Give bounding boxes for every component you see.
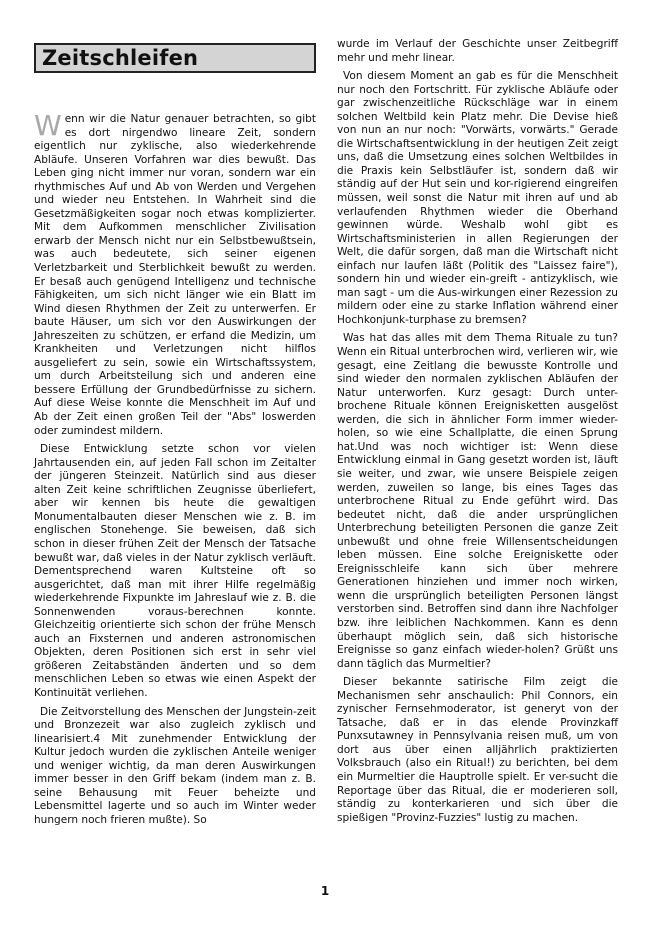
drop-cap: W [34, 109, 62, 142]
paragraph: Die Zeitvorstellung des Menschen der Jungstein-zeit und Bronzezeit war also zugleich zyklisch und linearisiert.4 Mit zunehmender Entwicklung der Kultur jedoch wurden die zyklischen Anteile weniger und weniger wichtig, da man deren Auswirkungen immer besser in den Griff bekam (indem man z. B. seine Behausung mit Feuer beheizte und Lebensmittel lagerte und so auch im Winter weder hungern noch frieren mußte). So [34, 705, 316, 826]
paragraph-text: enn wir die Natur genauer betrachten, so gibt es dort nirgendwo lineare Zeit, sondern eigentlich nur zyklische, also wiederkehrende Abläufe. Unseren Vorfahren war dies bewußt. Das Leben ging nicht immer nur voran, sondern war ein rhythmisches Auf und Ab von Werden und Vergehen und wieder neu Entstehen. In Wahrheit sind die Gesetzmäßigkeiten sogar noch etwas komplizierter. Mit dem Aufkommen menschlicher Zivilisation erwarb der Mensch nicht nur ein Selbstbewußtsein, was auch bedeutete, sich seiner eigenen Verletzbarkeit und Sterblichkeit bewußt zu werden. Er besaß auch genügend Intelligenz und technische Fähigkeiten, um sich nicht länger wie ein Blatt im Wind diesen Rhythmen der Zeit zu unterwerfen. Er baute Häuser, um sich vor den Auswirkungen der Jahreszeiten zu schützen, er erfand die Medizin, um Krankheiten und Verletzungen nicht hilflos ausgeliefert zu sein, sowie ein Wirtschaftssystem, um durch Arbeitsteilung sich und anderen eine bessere Erfüllung der Grundbedürfnisse zu sichern. Auf diese Weise konnte die Menschheit im Auf und Ab der Zeit einen großen Teil der "Abs" loswerden oder zumindest mildern. [34, 113, 316, 437]
paragraph: Dieser bekannte satirische Film zeigt die Mechanismen sehr anschaulich: Phil Connors, ein zynischer Fernsehmoderator, ist generyt von der Tatsache, daß er in das elende Provinzkaff Punxsutawney in Pennsylvania reisen muß, um von dort aus über einen alljährlich praktizierten Volksbrauch (also ein Ritual!) zu berichten, bei dem ein Murmeltier die Hauptrolle spielt. Er ver-sucht die Reportage über das Ritual, die er moderieren soll, ständig zu konterkarieren und sich über die spießigen "Provinz-Fuzzies" lustig zu machen. [337, 676, 618, 824]
paragraph: Was hat das alles mit dem Thema Rituale zu tun? Wenn ein Ritual unterbrochen wird, verlieren wir, wie gesagt, eine Zeitlang die bewusste Kontrolle und sind wieder den normalen zyklischen Abläufen der Natur unterworfen. Kurz gesagt: Durch unter-brochene Rituale können Ereignisketten ausgelöst werden, die sich in ähnlicher Form immer wieder-holen, so wie eine Schallplatte, die einen Sprung hat.Und was noch wichtiger ist: Wenn diese Entwicklung einmal in Gang gesetzt worden ist, läuft sie weiter, und zwar, wie unsere Beispiele zeigen werden, zuweilen so lange, bis eines Tages das unterbrochene Ritual zu Ende geführt wird. Das bedeutet nicht, daß die ander ursprünglichen Unterbrechung beteiligten Personen die ganze Zeit unbewußt und ohne freie Willensentscheidungen leben müssen. Eine solche Ereigniskette oder Ereignisschleife kann sich über mehrere Generationen hinziehen und immer noch wirken, wenn die ursprünglich beteiligten Personen längst verstorben sind. Betroffen sind dann ihre Nachfolger bzw. ihre leiblichen Nachkommen. Kann es denn überhaupt möglich sein, daß sich historische Ereignisse so ganz einfach wieder-holen? Grüßt uns dann täglich das Murmeltier? [337, 332, 618, 670]
left-column [34, 109, 316, 832]
page-number: 1 [320, 884, 330, 898]
right-column [337, 38, 618, 830]
paragraph [34, 109, 316, 438]
paragraph: Von diesem Moment an gab es für die Menschheit nur noch den Fortschritt. Für zyklische Abläufe oder gar zwischenzeitliche Rückschläge war in einem solchen Weltbild kein Platz mehr. Die Devise hieß von nun an nur noch: "Vorwärts, vorwärts." Gerade die Wirtschaftsentwicklung in der heutigen Zeit zeigt uns, daß die Umsetzung eines solchen Weltbildes in die Praxis kein Selbstläufer ist, sondern daß wir ständig auf der Hut sein und kor-rigierend eingreifen müssen, weil sonst die Natur mit ihren auf und ab verlaufenden Rhythmen wieder die Oberhand gewinnen würde. Weshalb wohl gibt es Wirtschaftsministerien in allen Regierungen der Welt, die dafür sorgen, daß man die Wirtschaft nicht einfach nur laufen läßt (Politik des "Laissez faire"), sondern hin und wieder ein-greift - antizyklisch, wie man sagt - um die Aus-wirkungen einer Rezession zu mildern oder eine zu starke Inflation während einer Hochkonjunk-turphase zu bremsen? [337, 70, 618, 326]
page-title: Zeitschleifen [42, 46, 199, 70]
paragraph: Diese Entwicklung setzte schon vor vielen Jahrtausenden ein, auf jeden Fall schon im Zeitalter der jüngeren Steinzeit. Natürlich sind aus dieser alten Zeit keine schriftlichen Zeugnisse überliefert, aber wir kennen bis heute die gewaltigen Monumentalbauten dieser Menschen wie z. B. im englischen Stonehenge. Sie beweisen, daß sich schon in dieser frühen Zeit der Mensch der Tatsache bewußt war, daß vieles in der Natur zyklisch verläuft. Dementsprechend waren Kultsteine oft so ausgerichtet, daß man mit ihrer Hilfe regelmäßig wiederkehrende Fixpunkte im Jahreslauf wie z. B. die Sonnenwenden voraus-berechnen konnte. Gleichzeitig orientierte sich schon der frühe Mensch auch an Fixsternen und anderen astronomischen Objekten, deren Positionen sich erst in sehr viel größeren Zeitabständen änderten und so dem menschlichen Leben so etwas wie einen Aspekt der Kontinuität verliehen. [34, 443, 316, 699]
title-box [34, 43, 316, 73]
paragraph: wurde im Verlauf der Geschichte unser Zeitbegriff mehr und mehr linear. [337, 38, 618, 64]
